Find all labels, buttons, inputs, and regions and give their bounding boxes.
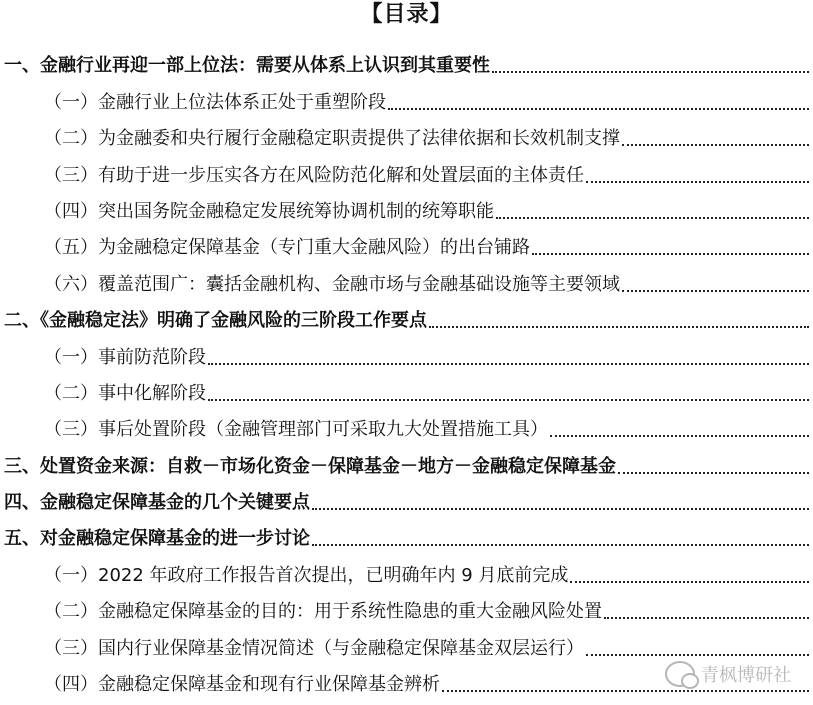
dot-leader [550,435,809,437]
toc-item-label: 四、金融稳定保障基金的几个关键要点 [4,492,310,514]
toc-item-label: 一、金融行业再迎一部上位法：需要从体系上认识到其重要性 [4,55,490,77]
toc-item-label: （二）为金融委和央行履行金融稳定职责提供了法律依据和长效机制支撑 [44,128,620,150]
dot-leader [208,399,809,401]
watermark [665,661,791,687]
toc-subsection-item[interactable] [0,374,813,410]
watermark-text: 青枫博研社 [701,665,791,686]
toc-item-label: （一）2022 年政府工作报告首次提出，已明确年内 9 月底前完成 [44,564,569,586]
toc-subsection-item[interactable] [0,119,813,155]
toc-section-item[interactable] [0,446,813,482]
dot-leader [496,217,809,219]
toc-item-label: （一）金融行业上位法体系正处于重塑阶段 [44,91,386,113]
toc-subsection-item[interactable] [0,82,813,118]
dot-leader [442,690,809,692]
toc-item-label: （三）事后处置阶段（金融管理部门可采取九大处置措施工具） [44,419,548,441]
toc-item-label: 二、《金融稳定法》明确了金融风险的三阶段工作要点 [4,310,427,332]
toc-section-item[interactable] [0,519,813,555]
toc-item-label: （五）为金融稳定保障基金（专门重大金融风险）的出台铺路 [44,237,530,259]
toc-item-label: （二）金融稳定保障基金的目的：用于系统性隐患的重大金融风险处置 [44,601,602,623]
dot-leader [586,181,809,183]
toc-item-label: 三、处置资金来源：自救－市场化资金－保障基金－地方－金融稳定保障基金 [4,455,616,477]
dot-leader [622,290,809,292]
toc-item-label: （四）金融稳定保障基金和现有行业保障基金辨析 [44,674,440,696]
toc-subsection-item[interactable] [0,264,813,300]
dot-leader [429,326,809,328]
toc-item-label: （三）国内行业保障基金情况简述（与金融稳定保障基金双层运行） [44,637,584,659]
toc-item-label: （三）有助于进一步压实各方在风险防范化解和处置层面的主体责任 [44,164,584,186]
dot-leader [312,544,809,546]
toc-item-label: （二）事中化解阶段 [44,382,206,404]
toc-subsection-item[interactable] [0,155,813,191]
dot-leader [208,363,809,365]
toc-subsection-item[interactable] [0,592,813,628]
dot-leader [312,508,809,510]
toc-section-item[interactable] [0,46,813,82]
dot-leader [532,253,809,255]
toc-section-item[interactable] [0,301,813,337]
toc-subsection-item[interactable] [0,555,813,591]
table-of-contents [0,46,813,701]
wechat-icon [665,661,695,687]
dot-leader [622,144,809,146]
dot-leader [492,71,809,73]
toc-subsection-item[interactable] [0,628,813,664]
toc-item-label: （一）事前防范阶段 [44,346,206,368]
toc-subsection-item[interactable] [0,410,813,446]
toc-item-label: （四）突出国务院金融稳定发展统筹协调机制的统筹职能 [44,200,494,222]
dot-leader [604,617,809,619]
dot-leader [388,108,809,110]
toc-subsection-item[interactable] [0,228,813,264]
toc-subsection-item[interactable] [0,192,813,228]
dot-leader [586,654,809,656]
toc-subsection-item[interactable] [0,337,813,373]
dot-leader [618,472,809,474]
toc-section-item[interactable] [0,483,813,519]
dot-leader [570,581,809,583]
toc-item-label: （六）覆盖范围广：囊括金融机构、金融市场与金融基础设施等主要领域 [44,273,620,295]
toc-item-label: 五、对金融稳定保障基金的进一步讨论 [4,528,310,550]
toc-title: 【目录】 [360,2,453,27]
